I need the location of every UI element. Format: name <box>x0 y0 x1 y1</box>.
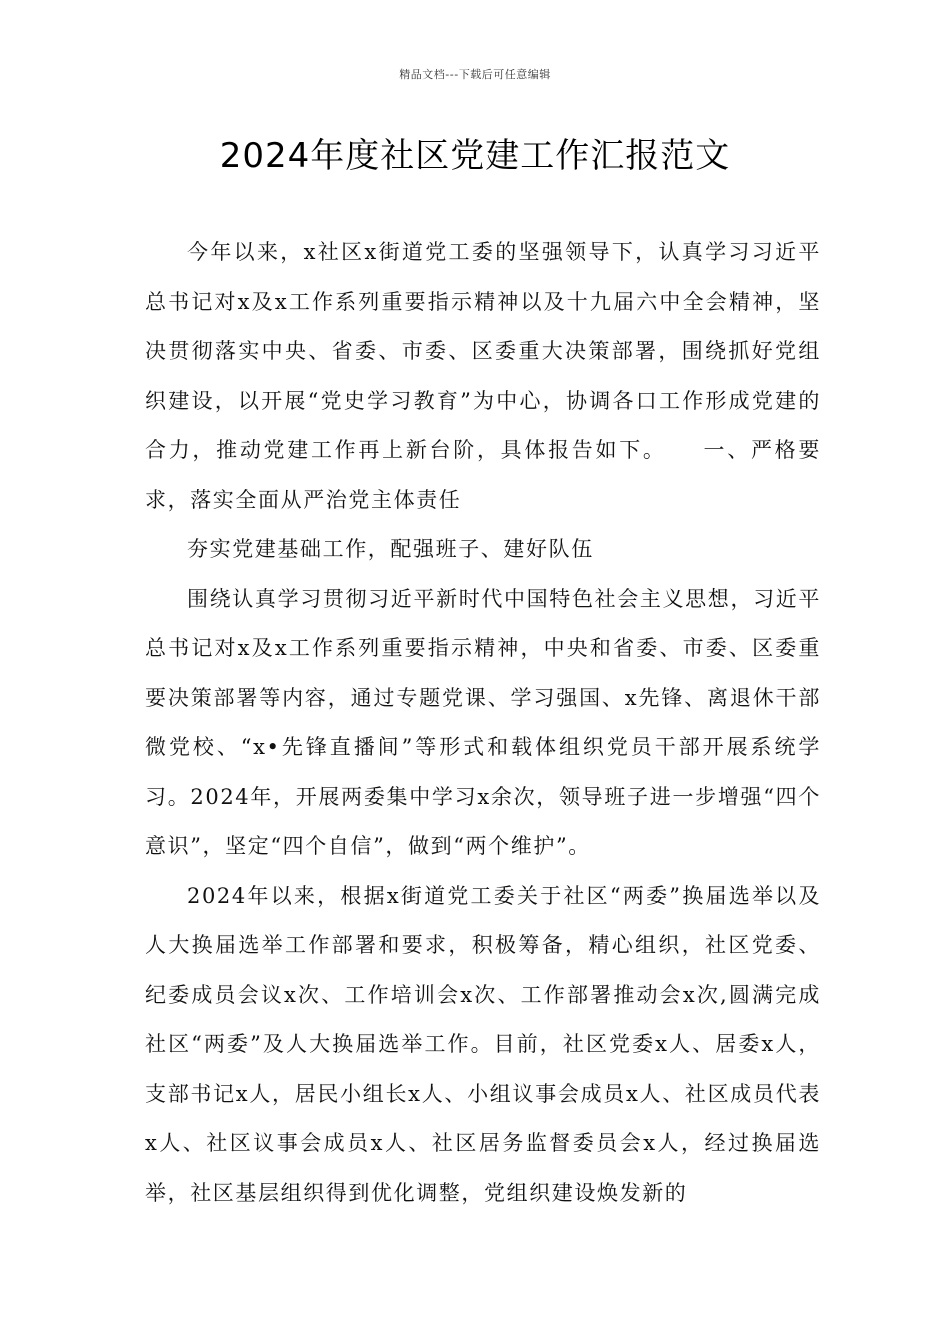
paragraph-subheading: 夯实党建基础工作，配强班子、建好队伍 <box>187 537 594 561</box>
paragraph-intro: 今年以来，x社区x街道党工委的坚强领导下，认真学习习近平总书记对x及x工作系列重要指示精神以及十九届六中全会精神，坚决贯彻落实中央、省委、市委、区委重大决策部署，围绕抓好党组织建设，以开展“党史学习教育”为中心，协调各口工作形成党建的合力，推动党建工作再上新台阶，具体报告如下。 一、严格要求，落实全面从严治党主体责任 <box>145 240 821 512</box>
header-note: 精品文档---下载后可任意编辑 <box>399 68 551 81</box>
document-body <box>145 228 821 1218</box>
paragraph-election: 2024年以来，根据x街道党工委关于社区“两委”换届选举以及人大换届选举工作部署和要求，积极筹备，精心组织，社区党委、纪委成员会议x次、工作培训会x次、工作部署推动会x次,圆满完成社区“两委”及人大换届选举工作。目前，社区党委x人、居委x人，支部书记x人，居民小组长x人、小组议事会成员x人、社区成员代表x人、社区议事会成员x人、社区居务监督委员会x人，经过换届选举，社区基层组织得到优化调整，党组织建设焕发新的 <box>145 883 821 1205</box>
document-title: 2024年度社区党建工作汇报范文 <box>219 136 731 176</box>
paragraph-study: 围绕认真学习贯彻习近平新时代中国特色社会主义思想，习近平总书记对x及x工作系列重要指示精神，中央和省委、市委、区委重要决策部署等内容，通过专题党课、学习强国、x先锋、离退休干部微党校、“x•先锋直播间”等形式和载体组织党员干部开展系统学习。2024年，开展两委集中学习x余次，领导班子进一步增强“四个意识”，坚定“四个自信”，做到“两个维护”。 <box>145 586 821 858</box>
